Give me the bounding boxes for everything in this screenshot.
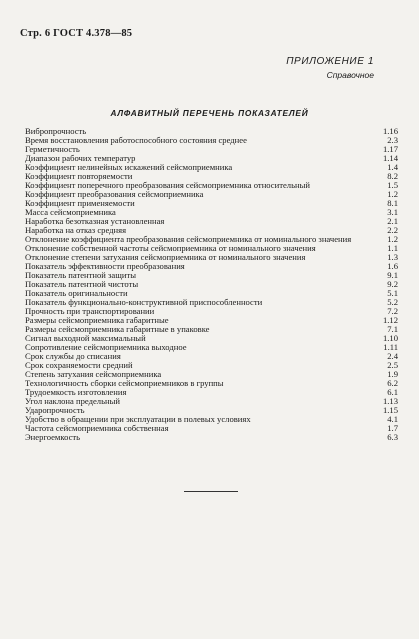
index-list xyxy=(25,127,398,442)
entry-label: Вибропрочность xyxy=(25,126,87,136)
entry-label: Наработка на отказ средняя xyxy=(25,225,127,235)
entry-ref: 1.9 xyxy=(387,369,398,379)
entry-label: Отклонение степени затухания сейсмоприемника от номинального значения xyxy=(25,252,306,262)
entry-ref: 7.2 xyxy=(387,306,398,316)
entry-ref: 5.2 xyxy=(387,297,398,307)
entry-ref: 9.1 xyxy=(387,270,398,280)
entry-ref: 2.2 xyxy=(387,225,398,235)
entry-ref: 8.2 xyxy=(387,171,398,181)
entry-ref: 2.1 xyxy=(387,216,398,226)
entry-label: Коэффициент нелинейных искажений сейсмоприемника xyxy=(25,162,233,172)
entry-label: Срок службы до списания xyxy=(25,351,121,361)
entry-label: Показатель патентной чистоты xyxy=(25,279,139,289)
entry-ref: 9.2 xyxy=(387,279,398,289)
entry-ref: 1.16 xyxy=(382,126,398,136)
entry-ref: 8.1 xyxy=(387,198,398,208)
index-entry xyxy=(25,433,398,442)
index-heading: АЛФАВИТНЫЙ ПЕРЕЧЕНЬ ПОКАЗАТЕЛЕЙ xyxy=(110,108,309,118)
entry-ref: 6.1 xyxy=(387,387,398,397)
entry-ref: 5.1 xyxy=(387,288,398,298)
entry-label: Показатель эффективности преобразования xyxy=(25,261,185,271)
entry-label: Наработка безотказная установленная xyxy=(25,216,165,226)
entry-ref: 3.1 xyxy=(387,207,398,217)
entry-ref: 1.6 xyxy=(387,261,398,271)
entry-label: Ударопрочность xyxy=(25,405,85,415)
entry-label: Диапазон рабочих температур xyxy=(25,153,136,163)
entry-ref: 2.4 xyxy=(387,351,398,361)
entry-ref: 1.17 xyxy=(382,144,398,154)
entry-ref: 4.1 xyxy=(387,414,398,424)
entry-ref: 1.13 xyxy=(382,396,398,406)
entry-label: Коэффициент поперечного преобразования сейсмоприемника относительный xyxy=(25,180,310,190)
entry-label: Удобство в обращении при эксплуатации в полевых условиях xyxy=(25,414,251,424)
entry-ref: 1.10 xyxy=(382,333,398,343)
entry-ref: 1.3 xyxy=(387,252,398,262)
appendix-block xyxy=(286,56,374,80)
entry-ref: 2.3 xyxy=(387,135,398,145)
entry-label: Показатель патентной защиты xyxy=(25,270,136,280)
entry-label: Размеры сейсмоприемника габаритные в упаковке xyxy=(25,324,210,334)
entry-ref: 1.15 xyxy=(382,405,398,415)
entry-label: Герметичность xyxy=(25,144,80,154)
entry-ref: 1.7 xyxy=(387,423,398,433)
closing-rule xyxy=(184,491,238,492)
entry-label: Коэффициент повторяемости xyxy=(25,171,133,181)
entry-ref: 1.2 xyxy=(387,189,398,199)
entry-label: Срок сохраняемости средний xyxy=(25,360,133,370)
entry-label: Время восстановления работоспособного состояния среднее xyxy=(25,135,247,145)
entry-ref: 1.1 xyxy=(387,243,398,253)
entry-ref: 1.12 xyxy=(382,315,398,325)
index-entry xyxy=(25,136,398,145)
entry-label: Степень затухания сейсмоприемника xyxy=(25,369,162,379)
appendix-subtitle: Справочное xyxy=(326,70,374,80)
entry-label: Коэффициент преобразования сейсмоприемника xyxy=(25,189,204,199)
entry-label: Размеры сейсмоприемника габаритные xyxy=(25,315,169,325)
entry-ref: 1.4 xyxy=(387,162,398,172)
entry-label: Прочность при транспортировании xyxy=(25,306,155,316)
entry-label: Отклонение собственной частоты сейсмоприемника от номинального значения xyxy=(25,243,316,253)
entry-label: Трудоемкость изготовления xyxy=(25,387,127,397)
entry-label: Масса сейсмоприемника xyxy=(25,207,116,217)
entry-ref: 1.14 xyxy=(382,153,398,163)
entry-label: Частота сейсмоприемника собственная xyxy=(25,423,169,433)
entry-ref: 1.5 xyxy=(387,180,398,190)
entry-ref: 7.1 xyxy=(387,324,398,334)
entry-label: Отклонение коэффициента преобразования сейсмоприемника от номинального значения xyxy=(25,234,352,244)
page-header: Стр. 6 ГОСТ 4.378—85 xyxy=(20,28,133,39)
entry-ref: 2.5 xyxy=(387,360,398,370)
entry-label: Сопротивление сейсмоприемника выходное xyxy=(25,342,187,352)
appendix-title: ПРИЛОЖЕНИЕ 1 xyxy=(286,56,374,67)
entry-ref: 6.2 xyxy=(387,378,398,388)
entry-ref: 1.11 xyxy=(383,342,398,352)
entry-ref: 1.2 xyxy=(387,234,398,244)
index-entry xyxy=(25,424,398,433)
entry-label: Показатель оригинальности xyxy=(25,288,128,298)
entry-label: Показатель функционально-конструктивной приспособленности xyxy=(25,297,263,307)
entry-ref: 6.3 xyxy=(387,432,398,442)
entry-label: Энергоемкость xyxy=(25,432,81,442)
entry-label: Угол наклона предельный xyxy=(25,396,120,406)
entry-label: Сигнал выходной максимальный xyxy=(25,333,146,343)
entry-label: Коэффициент применяемости xyxy=(25,198,135,208)
entry-label: Технологичность сборки сейсмоприемников в группы xyxy=(25,378,224,388)
